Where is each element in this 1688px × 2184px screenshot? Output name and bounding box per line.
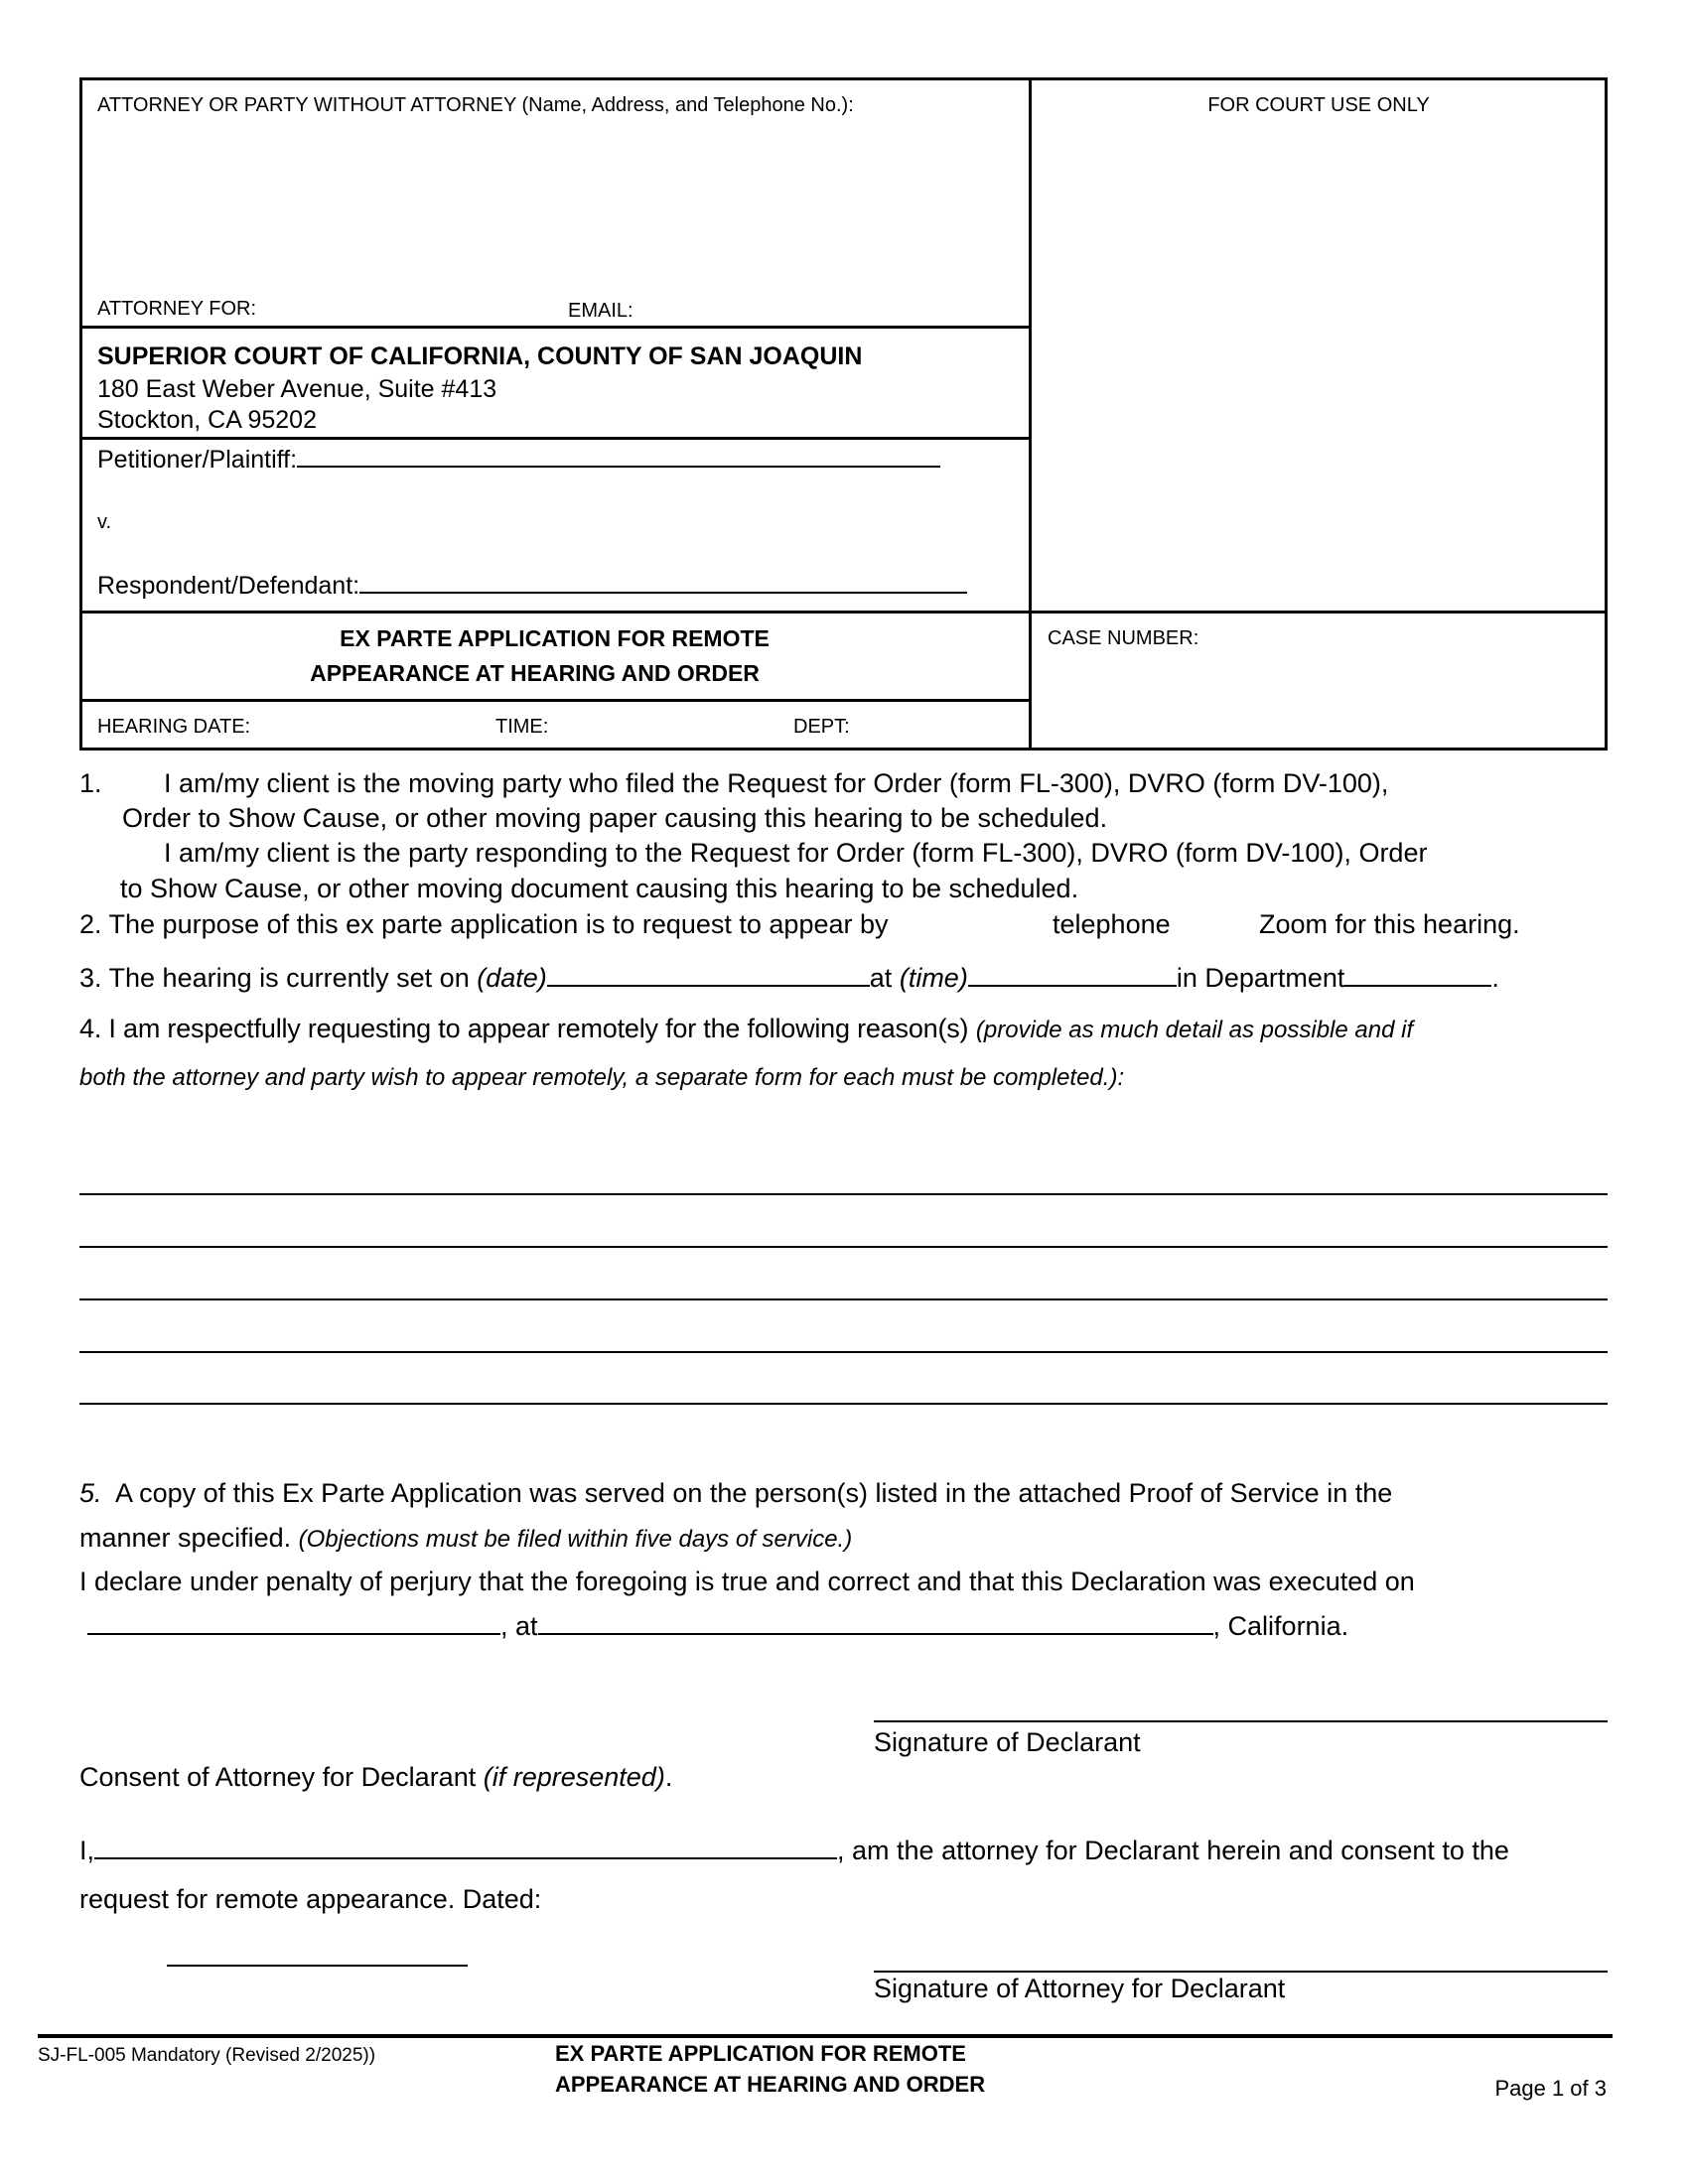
hearing-time-field[interactable] <box>968 963 1177 987</box>
execution-date-field[interactable] <box>87 1611 500 1635</box>
respondent-line[interactable] <box>359 570 967 594</box>
attorney-label: ATTORNEY OR PARTY WITHOUT ATTORNEY (Name, Address, and Telephone No.): <box>97 94 854 116</box>
department-label: in Department <box>1176 963 1345 993</box>
consent-note: (if represented) <box>483 1762 665 1792</box>
item4-instruction: (provide as much detail as possible and if <box>975 1017 1414 1043</box>
item1-option-responding-cont: to Show Cause, or other moving document causing this hearing to be scheduled. <box>120 874 1079 903</box>
department-field[interactable] <box>1344 963 1491 987</box>
divider <box>79 326 1030 329</box>
item3-text: 3. The hearing is currently set on <box>79 963 470 993</box>
email-label: EMAIL: <box>568 300 633 322</box>
declarant-signature-label: Signature of Declarant <box>874 1727 1141 1757</box>
hearing-date-field[interactable] <box>547 963 870 987</box>
form-title-1: EX PARTE APPLICATION FOR REMOTE <box>340 625 770 651</box>
dated-field[interactable] <box>167 1965 468 1967</box>
period: . <box>1491 963 1499 993</box>
consent-text: Consent of Attorney for Declarant <box>79 1762 477 1792</box>
versus: v. <box>97 511 112 533</box>
reason-line-2[interactable] <box>79 1246 1608 1248</box>
reason-line-4[interactable] <box>79 1351 1608 1353</box>
court-use-label: FOR COURT USE ONLY <box>1207 94 1430 116</box>
court-address-2: Stockton, CA 95202 <box>97 406 317 434</box>
execution-line <box>87 1611 1348 1640</box>
attorney-name-field[interactable] <box>94 1836 837 1859</box>
footer-title-1: EX PARTE APPLICATION FOR REMOTE <box>555 2041 966 2066</box>
respondent-field[interactable] <box>97 570 967 599</box>
divider <box>79 437 1030 440</box>
item2-option-zoom[interactable]: Zoom for this hearing. <box>1259 909 1520 939</box>
colon: : <box>1117 1064 1125 1091</box>
item4-line2 <box>79 1066 1124 1090</box>
time-label: TIME: <box>495 716 549 738</box>
at-label: at <box>869 963 893 993</box>
period: . <box>664 1762 673 1792</box>
at-label-2: , at <box>500 1611 538 1641</box>
item5-text-cont: manner specified. <box>79 1523 292 1553</box>
item5-number: 5. <box>79 1478 102 1508</box>
dept-label: DEPT: <box>793 716 850 738</box>
request-dated-text: request for remote appearance. Dated: <box>79 1884 542 1914</box>
attorney-consent-text: , am the attorney for Declarant herein and consent to the <box>837 1836 1509 1865</box>
item1-option-moving-cont: Order to Show Cause, or other moving paper causing this hearing to be scheduled. <box>122 803 1108 833</box>
date-label: (date) <box>477 963 547 993</box>
attorney-consent-line <box>79 1836 1509 1864</box>
page-number: Page 1 of 3 <box>1494 2076 1607 2101</box>
reason-line-3[interactable] <box>79 1298 1608 1300</box>
petitioner-label: Petitioner/Plaintiff: <box>97 446 298 474</box>
attorney-signature-line[interactable] <box>874 1971 1608 1973</box>
california-label: , California. <box>1212 1611 1349 1641</box>
form-title-2: APPEARANCE AT HEARING AND ORDER <box>310 660 760 686</box>
item2-text: 2. The purpose of this ex parte application is to request to appear by <box>79 909 889 939</box>
item4-instruction-cont: both the attorney and party wish to appear remotely, a separate form for each must be completed.) <box>79 1064 1118 1091</box>
item1-number: 1. <box>79 768 102 798</box>
time-label-item3: (time) <box>899 963 968 993</box>
hearing-date-label: HEARING DATE: <box>97 716 251 738</box>
case-number-label: CASE NUMBER: <box>1048 627 1199 649</box>
petitioner-field[interactable] <box>97 444 940 473</box>
consent-heading <box>79 1764 672 1791</box>
footer-title-2: APPEARANCE AT HEARING AND ORDER <box>555 2072 986 2097</box>
respondent-label: Respondent/Defendant: <box>97 572 360 600</box>
declarant-signature-line[interactable] <box>874 1720 1608 1722</box>
court-address-1: 180 East Weber Avenue, Suite #413 <box>97 375 497 403</box>
item4-text: 4. I am respectfully requesting to appear remotely for the following reason(s) <box>79 1014 969 1043</box>
item4-line1 <box>79 1016 1413 1042</box>
i-label: I, <box>79 1836 95 1865</box>
reason-line-5[interactable] <box>79 1403 1608 1405</box>
form-id: SJ-FL-005 Mandatory (Revised 2/2025)) <box>38 2045 376 2066</box>
declaration-text: I declare under penalty of perjury that the foregoing is true and correct and that this Declaration was executed on <box>79 1567 1415 1596</box>
item5-line1 <box>79 1480 1392 1507</box>
petitioner-line[interactable] <box>297 444 940 468</box>
item5-note: (Objections must be filed within five days of service.) <box>298 1526 853 1553</box>
divider <box>79 699 1030 702</box>
divider <box>79 611 1608 614</box>
reason-line-1[interactable] <box>79 1193 1608 1195</box>
item5-text: A copy of this Ex Parte Application was served on the person(s) listed in the attached Proof of Service in the <box>115 1478 1393 1508</box>
item1-option-moving[interactable]: I am/my client is the moving party who filed the Request for Order (form FL-300), DVRO (form DV-100), <box>164 768 1389 798</box>
attorney-signature-label: Signature of Attorney for Declarant <box>874 1974 1286 2003</box>
item1-option-responding[interactable]: I am/my client is the party responding to the Request for Order (form FL-300), DVRO (form DV-100), Order <box>164 838 1428 868</box>
attorney-for-label: ATTORNEY FOR: <box>97 298 257 320</box>
item3-line <box>79 963 1499 992</box>
execution-place-field[interactable] <box>538 1611 1213 1635</box>
item5-line2 <box>79 1525 852 1552</box>
footer-rule <box>38 2034 1613 2038</box>
item2-option-telephone[interactable]: telephone <box>1053 909 1171 939</box>
court-name: SUPERIOR COURT OF CALIFORNIA, COUNTY OF SAN JOAQUIN <box>97 342 863 370</box>
